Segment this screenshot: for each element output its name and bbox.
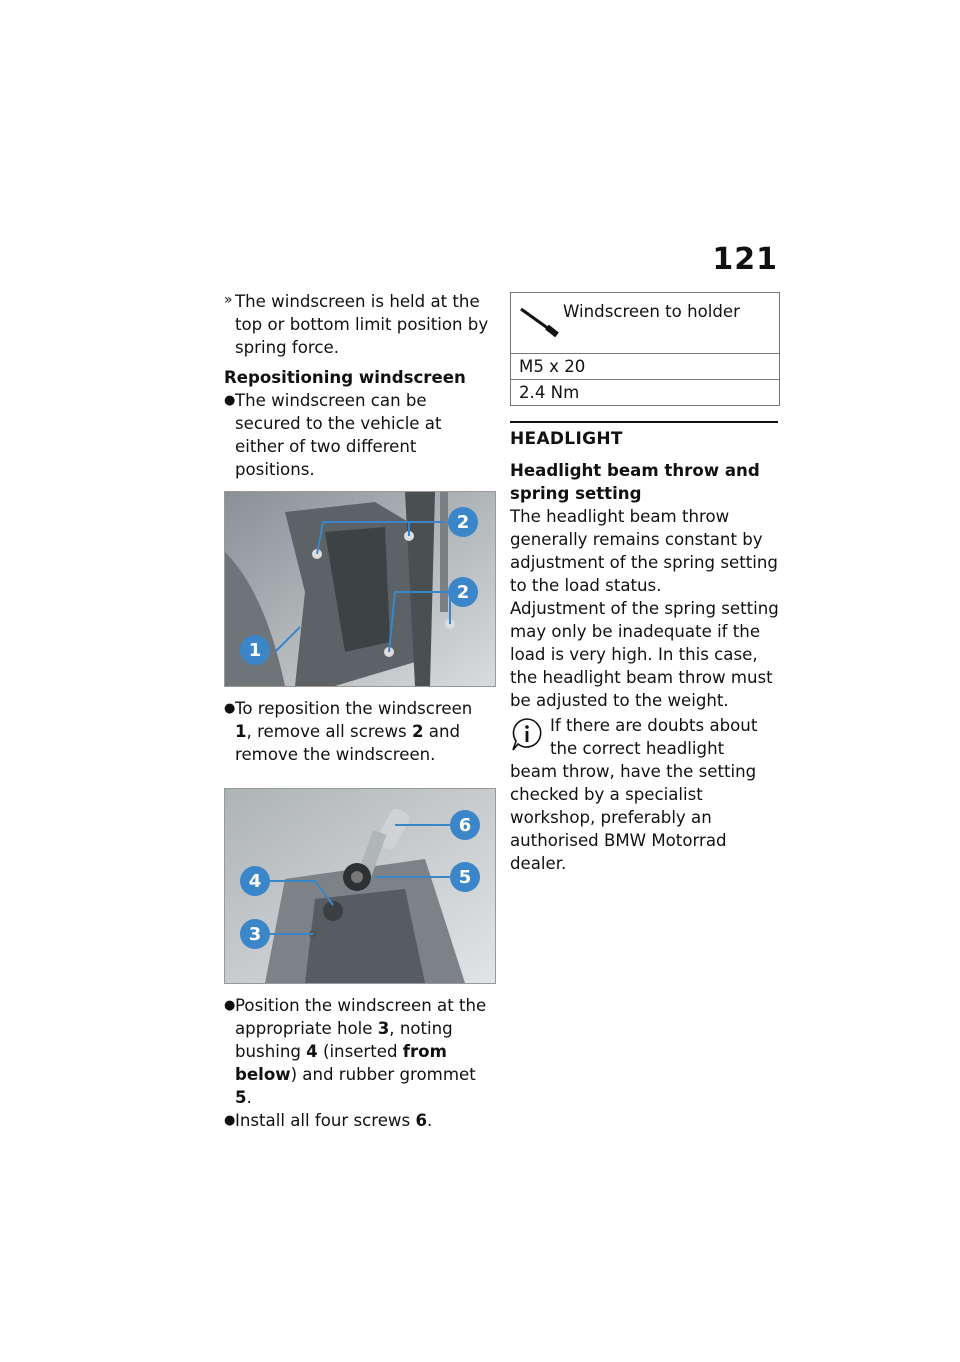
torque-table <box>510 292 780 406</box>
torque-row: M5 x 20 <box>511 354 779 380</box>
bullet-dot-icon: ● <box>224 701 236 716</box>
torque-row: 2.4 Nm <box>519 383 580 402</box>
section-title: HEADLIGHT <box>510 429 623 449</box>
paragraph: The headlight beam throw generally remains constant by adjustment of the spring setting to the load status. <box>510 507 778 595</box>
note-line: the correct headlight <box>550 739 725 758</box>
callout-label: 6 <box>458 815 472 836</box>
left-column <box>224 290 494 1132</box>
result-item: » The windscreen is held at the top or bottom limit position by spring force. <box>224 290 494 359</box>
callout-label: 1 <box>248 640 262 661</box>
callout-label: 2 <box>456 582 470 603</box>
callout-label: 5 <box>458 867 472 888</box>
note-block <box>510 714 780 875</box>
note-line: If there are doubts about <box>550 716 758 735</box>
wrench-icon <box>519 305 559 337</box>
windscreen-screws-photo <box>224 491 496 687</box>
bullet-item: ● Install all four screws 6. <box>224 1111 433 1130</box>
bullet-item: ● To reposition the windscreen 1, remove all screws 2 and remove the windscreen. <box>224 699 473 764</box>
callout-label: 2 <box>456 512 470 533</box>
torque-header <box>511 293 779 354</box>
callout-label: 3 <box>248 924 262 945</box>
bullet-dot-icon: ● <box>224 998 236 1013</box>
subhead-repositioning: Repositioning windscreen <box>224 368 466 387</box>
page-number: 121 <box>712 242 778 277</box>
bullet-item: ● Position the windscreen at the appropriate hole 3, noting bushing 4 (inserted from below) and rubber grommet 5. <box>224 996 487 1107</box>
windscreen-mount-photo <box>224 788 496 984</box>
info-icon <box>510 716 544 752</box>
callout-label: 4 <box>248 871 262 892</box>
section-divider <box>510 421 778 423</box>
torque-title: Windscreen to holder <box>563 302 740 321</box>
note-text: beam throw, have the setting checked by a specialist workshop, preferably an authorised BMW Motorrad dealer. <box>510 762 757 873</box>
right-column <box>510 290 780 875</box>
bullet-item: ● The windscreen can be secured to the vehicle at either of two different positions. <box>224 391 442 479</box>
double-chevron-icon: » <box>224 292 233 308</box>
bullet-dot-icon: ● <box>224 393 236 408</box>
paragraph: Adjustment of the spring setting may only be inadequate if the load is very high. In this case, the headlight beam throw must be adjusted to the weight. <box>510 599 779 710</box>
sub-title: Headlight beam throw and spring setting <box>510 461 760 503</box>
bullet-dot-icon: ● <box>224 1113 236 1128</box>
